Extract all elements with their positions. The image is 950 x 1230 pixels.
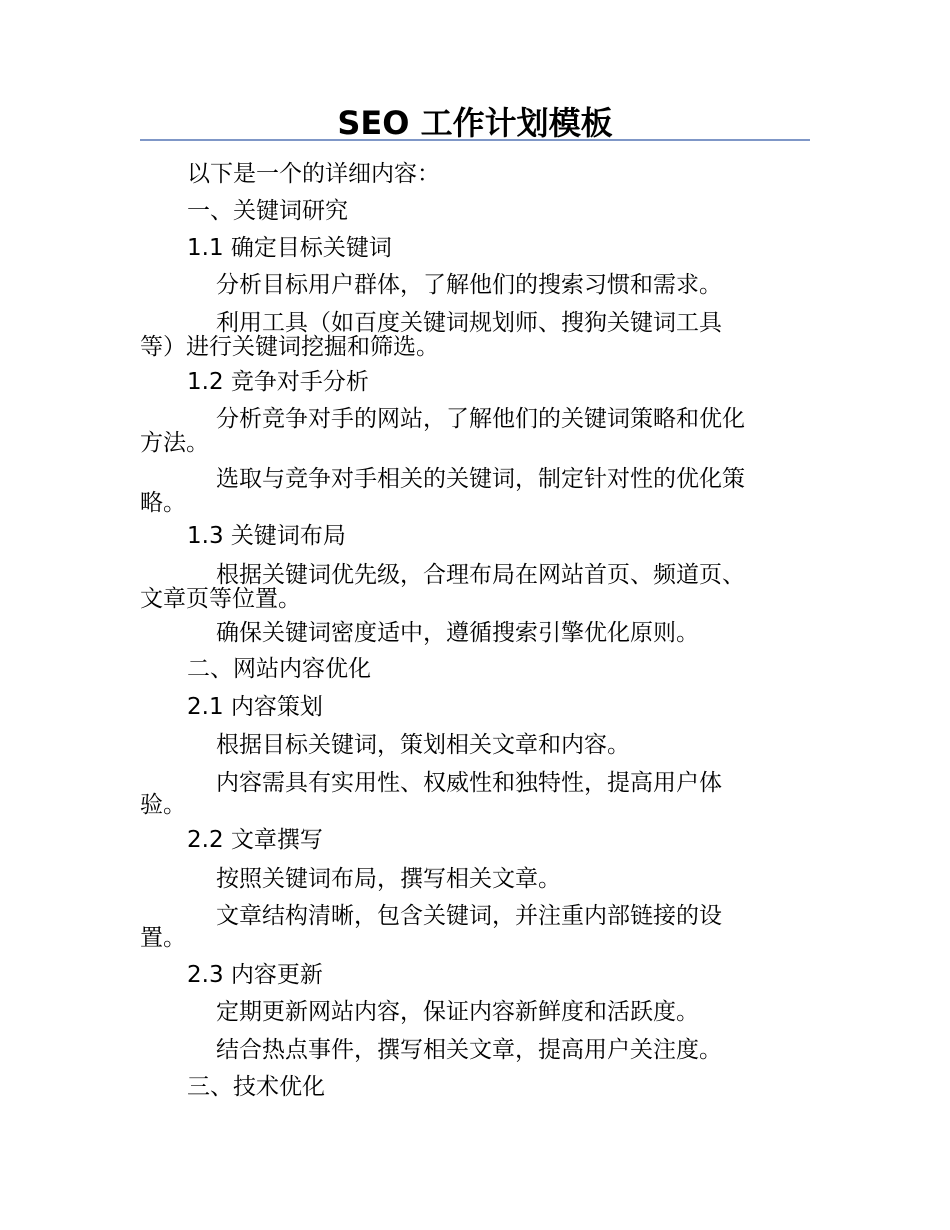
paragraph-2-1-1: 根据目标关键词，策划相关文章和内容。 (216, 732, 630, 758)
document-title: SEO 工作计划模板 (337, 104, 613, 142)
subsection-heading-1-1: 1.1 确定目标关键词 (187, 235, 392, 261)
title-underline (140, 139, 810, 141)
section-heading-2: 二、网站内容优化 (187, 656, 371, 682)
paragraph-line: 置。 (140, 925, 186, 951)
subsection-heading-1-3: 1.3 关键词布局 (187, 523, 346, 549)
paragraph-2-2-1: 按照关键词布局，撰写相关文章。 (216, 866, 561, 892)
paragraph-1-3-2: 确保关键词密度适中，遵循搜索引擎优化原则。 (216, 620, 699, 646)
paragraph-1-1-1: 分析目标用户群体，了解他们的搜索习惯和需求。 (216, 272, 722, 298)
section-heading-1: 一、关键词研究 (187, 198, 348, 224)
subsection-heading-2-3: 2.3 内容更新 (187, 962, 323, 988)
paragraph-line: 内容需具有实用性、权威性和独特性，提高用户体 (216, 770, 722, 796)
paragraph-line: 文章结构清晰，包含关键词，并注重内部链接的设 (216, 903, 722, 929)
subsection-heading-2-1: 2.1 内容策划 (187, 694, 323, 720)
intro-paragraph: 以下是一个的详细内容： (187, 161, 440, 187)
paragraph-line: 利用工具（如百度关键词规划师、搜狗关键词工具 (216, 310, 722, 336)
paragraph-line: 选取与竞争对手相关的关键词，制定针对性的优化策 (216, 466, 745, 492)
paragraph-2-3-1: 定期更新网站内容，保证内容新鲜度和活跃度。 (216, 999, 699, 1025)
paragraph-line: 等）进行关键词挖掘和筛选。 (140, 334, 439, 360)
paragraph-line: 根据关键词优先级，合理布局在网站首页、频道页、 (216, 562, 745, 588)
section-heading-3: 三、技术优化 (187, 1074, 325, 1100)
subsection-heading-1-2: 1.2 竞争对手分析 (187, 369, 369, 395)
subsection-heading-2-2: 2.2 文章撰写 (187, 827, 323, 853)
paragraph-line: 略。 (140, 490, 186, 516)
paragraph-line: 分析竞争对手的网站，了解他们的关键词策略和优化 (216, 406, 745, 432)
paragraph-line: 验。 (140, 792, 186, 818)
paragraph-line: 方法。 (140, 430, 209, 456)
paragraph-2-3-2: 结合热点事件，撰写相关文章，提高用户关注度。 (216, 1037, 722, 1063)
paragraph-line: 文章页等位置。 (140, 586, 301, 612)
